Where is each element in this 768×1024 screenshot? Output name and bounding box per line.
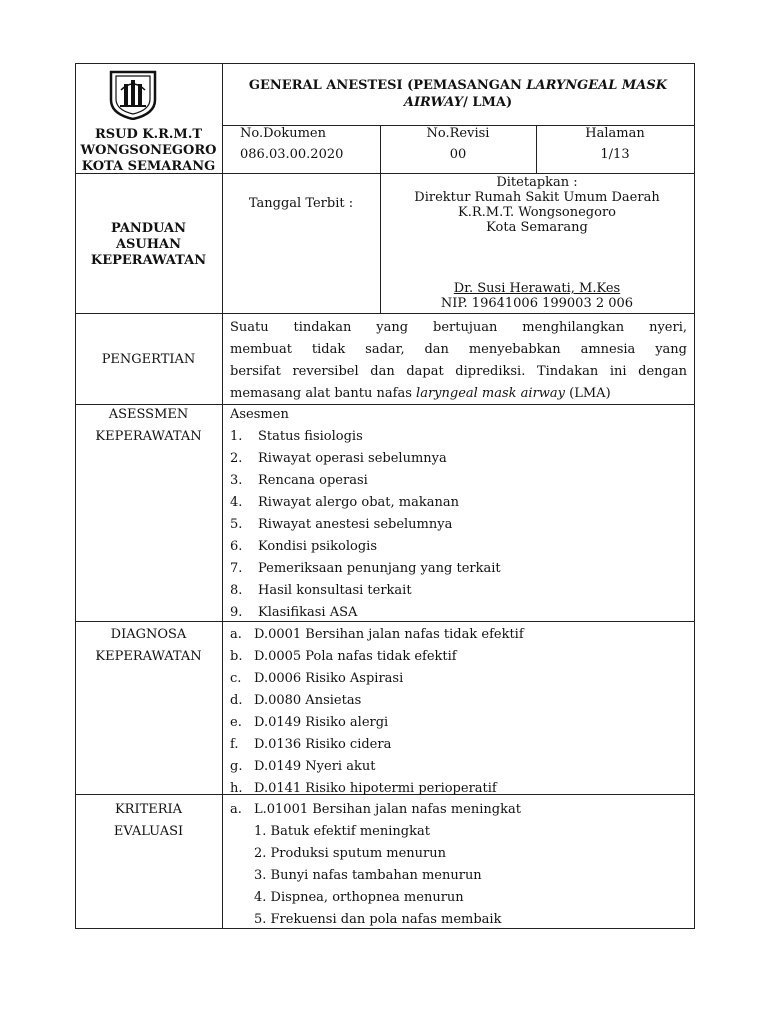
definition-line: membuat tidak sadar, dan menyebabkan amnesia yang <box>230 342 687 357</box>
document-title-line1: GENERAL ANESTESI (PEMASANGAN LARYNGEAL MASK <box>248 78 668 93</box>
assessment-item: Riwayat alergo obat, makanan <box>258 495 459 510</box>
criteria-sub-item: 1. Batuk efektif meningkat <box>254 824 430 839</box>
diagnosis-item: D.0136 Risiko cidera <box>254 737 392 752</box>
established-line1: Direktur Rumah Sakit Umum Daerah <box>414 190 660 205</box>
assessment-heading: Asesmen <box>230 407 289 422</box>
definition-text <box>230 317 687 405</box>
diagnosis-item: D.0006 Risiko Aspirasi <box>254 671 404 686</box>
diagnosis-item-letter: h. <box>230 781 243 796</box>
established-line3: Kota Semarang <box>486 220 588 235</box>
diagnosis-item: D.0005 Pola nafas tidak efektif <box>254 649 457 664</box>
table-rule <box>75 621 694 622</box>
assessment-item-number: 5. <box>230 517 243 532</box>
assessment-item-number: 7. <box>230 561 243 576</box>
established-label: Ditetapkan : <box>496 175 578 190</box>
diagnosis-item-letter: g. <box>230 759 243 774</box>
diagnosis-item-letter: e. <box>230 715 242 730</box>
diagnosis-item-letter: d. <box>230 693 243 708</box>
criteria-sub-item: 5. Frekuensi dan pola nafas membaik <box>254 912 502 927</box>
assessment-item: Kondisi psikologis <box>258 539 377 554</box>
criteria-item-marker: a. <box>230 802 242 817</box>
definition-line: bersifat reversibel dan dapat diprediksi. Tindakan ini dengan <box>230 364 687 379</box>
table-border-left <box>75 63 76 929</box>
criteria-heading: L.01001 Bersihan jalan nafas meningkat <box>254 802 521 817</box>
assessment-item: Rencana operasi <box>258 473 368 488</box>
diagnosis-label-line2: KEPERAWATAN <box>95 649 202 664</box>
table-rule <box>222 63 223 929</box>
diagnosis-item-letter: c. <box>230 671 242 686</box>
guide-title-line1: PANDUAN <box>111 221 186 236</box>
assessment-label-line2: KEPERAWATAN <box>95 429 202 444</box>
definition-line: memasang alat bantu nafas laryngeal mask airway (LMA) <box>230 386 611 401</box>
diagnosis-item: D.0141 Risiko hipotermi perioperatif <box>254 781 497 796</box>
guide-title-line3: KEPERAWATAN <box>90 253 207 268</box>
definition-line: Suatu tindakan yang bertujuan menghilangkan nyeri, <box>230 320 687 335</box>
assessment-item-number: 8. <box>230 583 243 598</box>
revision-value: 00 <box>449 147 467 162</box>
diagnosis-item: D.0001 Bersihan jalan nafas tidak efektif <box>254 627 524 642</box>
diagnosis-item: D.0080 Ansietas <box>254 693 362 708</box>
assessment-item-number: 6. <box>230 539 243 554</box>
assessment-item: Hasil konsultasi terkait <box>258 583 412 598</box>
criteria-sub-item: 2. Produksi sputum menurun <box>254 846 447 861</box>
signer-name: Dr. Susi Herawati, M.Kes <box>453 281 621 296</box>
assessment-item: Riwayat operasi sebelumnya <box>258 451 447 466</box>
diagnosis-item: D.0149 Nyeri akut <box>254 759 376 774</box>
diagnosis-item-letter: a. <box>230 627 242 642</box>
table-border-top <box>75 63 694 64</box>
signer-nip: NIP. 19641006 199003 2 006 <box>440 296 634 311</box>
assessment-item: Status fisiologis <box>258 429 363 444</box>
criteria-label-line1: KRITERIA <box>114 802 183 817</box>
assessment-item: Pemeriksaan penunjang yang terkait <box>258 561 501 576</box>
guide-title-line2: ASUHAN <box>115 237 182 252</box>
hospital-name-line1: RSUD K.R.M.T <box>94 127 203 142</box>
issue-date-label: Tanggal Terbit : <box>248 196 354 211</box>
table-border-right <box>694 63 695 929</box>
hospital-logo <box>107 70 159 120</box>
criteria-sub-item: 3. Bunyi nafas tambahan menurun <box>254 868 482 883</box>
diagnosis-item-letter: f. <box>230 737 239 752</box>
hospital-name-line3: KOTA SEMARANG <box>81 159 216 174</box>
page-value: 1/13 <box>600 147 630 162</box>
table-border-bottom <box>75 928 694 929</box>
assessment-item-number: 4. <box>230 495 243 510</box>
criteria-sub-item: 4. Dispnea, orthopnea menurun <box>254 890 464 905</box>
diagnosis-item-letter: b. <box>230 649 243 664</box>
assessment-label-line1: ASESSMEN <box>108 407 189 422</box>
hospital-name-line2: WONGSONEGORO <box>80 143 217 158</box>
diagnosis-label-line1: DIAGNOSA <box>110 627 187 642</box>
definition-label: PENGERTIAN <box>101 352 196 367</box>
assessment-item-number: 3. <box>230 473 243 488</box>
assessment-item: Klasifikasi ASA <box>258 605 358 620</box>
assessment-item: Riwayat anestesi sebelumnya <box>258 517 453 532</box>
assessment-item-number: 1. <box>230 429 243 444</box>
revision-label: No.Revisi <box>426 126 490 141</box>
document-number-value: 086.03.00.2020 <box>240 147 344 162</box>
document-number-label: No.Dokumen <box>240 126 326 141</box>
assessment-item-number: 2. <box>230 451 243 466</box>
established-line2: K.R.M.T. Wongsonegoro <box>458 205 616 220</box>
document-title-line2: AIRWAY/ LMA) <box>403 95 513 110</box>
criteria-label-line2: EVALUASI <box>113 824 184 839</box>
assessment-item-number: 9. <box>230 605 243 620</box>
diagnosis-item: D.0149 Risiko alergi <box>254 715 389 730</box>
page-label: Halaman <box>585 126 645 141</box>
table-rule <box>75 313 694 314</box>
